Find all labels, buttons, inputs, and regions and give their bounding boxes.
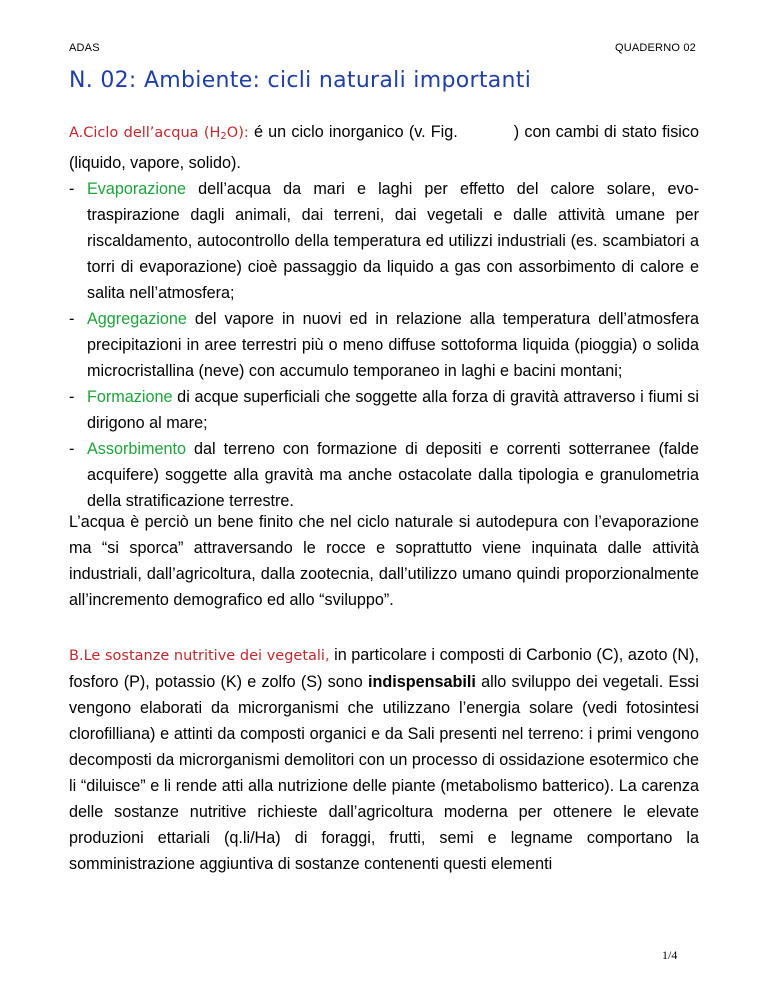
- list-item: - Assorbimento dal terreno con formazione di depositi e correnti sotterranee (falde acquifere) soggette alla gravità ma anche ostacolate dalla tipologia e granulometria della stratificazione terrestre.: [69, 440, 699, 510]
- section-a-intro: [69, 119, 699, 176]
- bold-term: indispensabili: [367, 673, 476, 691]
- list-item: - Formazione di acque superficiali che soggette alla forza di gravità attraverso i fiumi si dirigono al mare;: [69, 388, 699, 432]
- heading-pre: Ciclo dell’acqua (H: [83, 125, 221, 141]
- page-title: N. 02: Ambiente: cicli naturali importanti: [69, 68, 532, 93]
- list-item-text: del vapore in nuovi ed in relazione alla temperatura dell’atmosfera precipitazioni in aree terrestri più o meno diffuse sottoforma liquida (pioggia) o solida microcristallina (neve) con accumulo temporaneo in laghi e bacini montani;: [87, 310, 699, 380]
- section-b-text-2: allo sviluppo dei vegetali. Essi vengono elaborati da microrganismi che utilizzano l’energia solare (vedi fotosintesi clorofilliana) e attinti da composti organici e da Sali presenti nel terreno: i primi vengono decomposti da microrganismi demolitori con un processo di ossidazione esotermico che li “diluisce” e li rende atti alla nutrizione delle piante (metabolismo batterico). La carenza delle sostanze nutritive richieste dall’agricoltura moderna per ottenere le elevate produzioni ettariali (q.li/Ha) di foraggi, frutti, semi e legname comportano la somministrazione aggiuntiva di sostanze contenenti questi elementi: [69, 673, 699, 873]
- section-b: [69, 642, 699, 877]
- heading-subscript: 2: [220, 131, 227, 142]
- list-item: - Evaporazione dell’acqua da mari e laghi per effetto del calore solare, evo-traspirazione dagli animali, dai terreni, dai vegetali e dalle attività umane per riscaldamento, autocontrollo della temperatura ed utilizzi industriali (es. scambiatori a torri di evaporazione) cioè passaggio da liquido a gas con assorbimento di calore e salita nell’atmosfera;: [69, 180, 699, 302]
- section-b-heading: Le sostanze nutritive dei vegetali,: [83, 648, 330, 664]
- page-number: 1/4: [662, 948, 678, 962]
- list-item-text: dell’acqua da mari e laghi per effetto del calore solare, evo-traspirazione dagli animali, dai terreni, dai vegetali e dalle attività umane per riscaldamento, autocontrollo della temperatura ed utilizzi industriali (es. scambiatori a torri di evaporazione) cioè passaggio da liquido a gas con assorbimento di calore e salita nell’atmosfera;: [87, 180, 699, 302]
- list-item-text: dal terreno con formazione di depositi e correnti sotterranee (falde acquifere) soggette alla gravità ma anche ostacolate dalla tipologia e granulometria della stratificazione terrestre.: [87, 440, 699, 510]
- keyword: Formazione: [87, 388, 173, 406]
- keyword: Assorbimento: [87, 440, 186, 458]
- intro-text-2: ) con cambi di stato fisico (liquido, vapore, solido).: [69, 123, 699, 172]
- list-item-text: di acque superficiali che soggette alla forza di gravità attraverso i fiumi si dirigono al mare;: [87, 388, 699, 432]
- heading-post: O):: [226, 125, 249, 141]
- header-left: ADAS: [69, 42, 100, 54]
- list-item: - Aggregazione del vapore in nuovi ed in relazione alla temperatura dell’atmosfera precipitazioni in aree terrestri più o meno diffuse sottoforma liquida (pioggia) o solida microcristallina (neve) con accumulo temporaneo in laghi e bacini montani;: [69, 310, 699, 380]
- section-b-text-1: in particolare i composti di Carbonio (C), azoto (N), fosforo (P), potassio (K) e zolfo (S) sono: [69, 646, 699, 691]
- header-right: QUADERNO 02: [614, 42, 696, 54]
- keyword: Aggregazione: [87, 310, 187, 328]
- section-a: [69, 119, 699, 514]
- paragraph-water: L’acqua è perciò un bene finito che nel ciclo naturale si autodepura con l’evaporazione ma “si sporca” attraversando le rocce e soprattutto viene inquinata dalle attività industriali, dall’agricoltura, dalla zootecnia, dall’utilizzo umano quindi proporzionalmente all’incremento demografico ed allo “sviluppo”.: [69, 513, 699, 609]
- intro-text-1: é un ciclo inorganico (v. Fig.: [248, 123, 458, 141]
- section-a-marker: A.: [69, 125, 84, 141]
- section-a-heading: [83, 125, 248, 141]
- keyword: Evaporazione: [87, 180, 186, 198]
- section-b-marker: B.: [69, 648, 84, 664]
